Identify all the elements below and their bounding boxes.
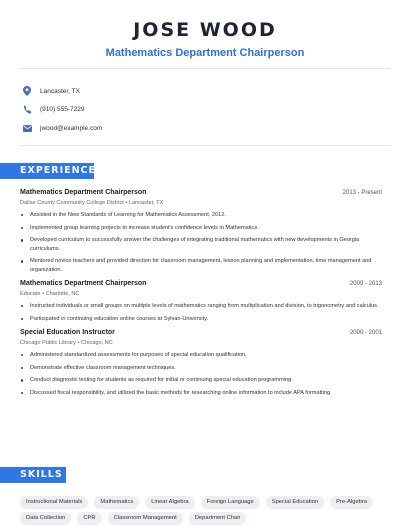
contact-phone-text: (910) 555-7229 [40, 106, 85, 113]
header-divider [20, 68, 390, 69]
bullet-item: Demonstrate effective classroom management techniques. [20, 364, 382, 372]
skill-chip: Foreign Language [201, 496, 260, 509]
skill-chip: Instructional Materials [20, 496, 88, 509]
skill-chip: Special Education [266, 496, 324, 509]
experience-item [20, 280, 382, 323]
experience-org: Chicago Public Library [20, 340, 76, 346]
experience-location: Chicago, NC [81, 340, 113, 346]
skill-chip: Classroom Management [108, 512, 183, 525]
bullet-item: Discussed fiscal responsibility, and utilized the basic methods for researching online information to include APA formatting. [20, 389, 382, 397]
contact-divider [20, 145, 390, 146]
bullet-item: Developed curriculum to successfully answer the challenges of integrating traditional mathematics with new developments in Georgia curriculums. [20, 236, 382, 253]
experience-item [20, 189, 382, 274]
phone-icon [22, 105, 32, 115]
experience-org: Educate [20, 291, 41, 297]
experience-bullets [20, 211, 382, 274]
contact-list [22, 82, 102, 138]
experience-dates: 2009 - 2013 [349, 281, 382, 287]
bullet-item: Instructed individuals or small groups on multiple levels of mathematics ranging from multiplication and division, to trigonometry and calculus. [20, 302, 382, 310]
skill-chip: Pre-Algebra [330, 496, 373, 509]
skill-chip: Department Chair [189, 512, 247, 525]
experience-dates: 2000 - 2001 [349, 330, 382, 336]
bullet-item: Assisted in the New Standards of Learning for Mathematics Assessment, 2012. [20, 211, 382, 219]
bullet-item: Mentored novice teachers and provided direction for classroom management, lesson planning and implementation, time management and organization. [20, 257, 382, 274]
experience-org-line [20, 291, 382, 300]
bullet-item: Implemented group learning projects to increase student's confidence levels in Mathematics. [20, 224, 382, 232]
experience-title: Special Education Instructor [20, 329, 115, 336]
experience-title: Mathematics Department Chairperson [20, 280, 147, 287]
job-title-heading: Mathematics Department Chairperson [105, 47, 305, 59]
bullet-item: Administered standardized assessments for purposes of special education qualification. [20, 351, 382, 359]
candidate-name: JOSE WOOD [133, 19, 277, 41]
contact-email-text: jwood@example.com [40, 124, 103, 132]
location-pin-icon [22, 86, 32, 96]
experience-item [20, 329, 382, 397]
experience-org-line [20, 340, 382, 349]
contact-phone [22, 101, 102, 119]
skills-list [20, 496, 390, 528]
skill-chip: Data Collection [20, 512, 71, 525]
contact-location [22, 82, 102, 100]
experience-bullets [20, 302, 382, 323]
separator-dot: • [77, 340, 82, 346]
contact-location-text: Lancaster, TX [40, 87, 80, 95]
skill-chip: Linear Algebra [145, 496, 194, 509]
experience-org-line [20, 200, 382, 209]
skill-chip: Mathematics [94, 496, 139, 509]
experience-org: Dallas County Community College District [20, 200, 124, 206]
contact-email [22, 119, 102, 137]
section-heading-skills: SKILLS [0, 467, 66, 483]
section-heading-experience: EXPERIENCE [0, 163, 94, 179]
experience-location: Charlotte, NC [45, 291, 80, 297]
experience-dates: 2013 - Present [342, 190, 382, 196]
separator-dot: • [125, 200, 129, 206]
experience-location: Lancaster, TX [128, 200, 164, 206]
separator-dot: • [42, 291, 46, 297]
resume-header [0, 0, 410, 60]
email-icon [22, 123, 32, 133]
experience-title: Mathematics Department Chairperson [20, 189, 147, 196]
skill-chip: CPR [77, 512, 101, 525]
bullet-item: Participated in continuing education online courses at Sylvan-University. [20, 315, 382, 323]
bullet-item: Conduct diagnostic testing for students as required for initial or continuing special education programming. [20, 376, 382, 384]
experience-list [20, 189, 382, 403]
experience-bullets [20, 351, 382, 397]
